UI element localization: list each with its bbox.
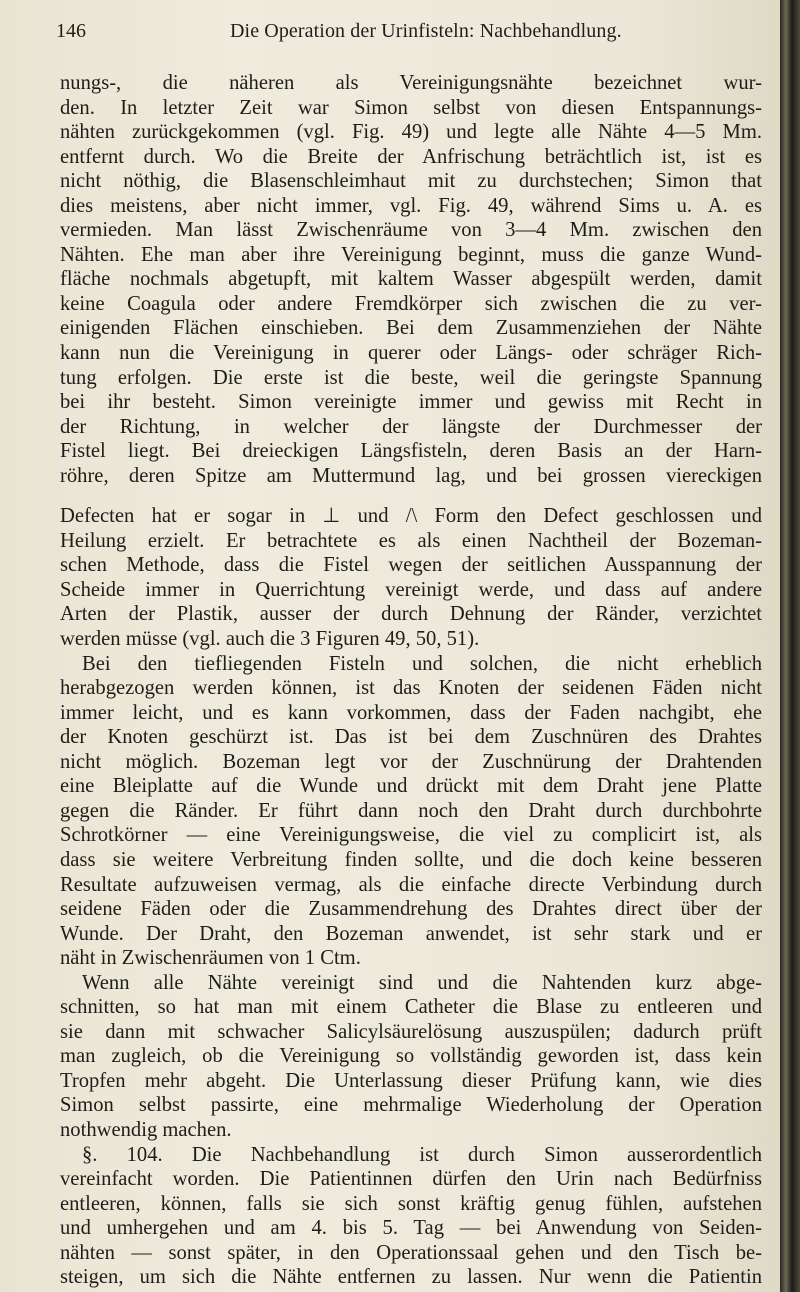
text-line: vereinfacht worden. Die Patientinnen dürfen den Urin nach Bedürfniss bbox=[60, 1168, 762, 1191]
text-line: werden müsse (vgl. auch die 3 Figuren 49, 50, 51). bbox=[60, 628, 480, 651]
text-line: fläche nochmals abgetupft, mit kaltem Wasser abgespült werden, damit bbox=[60, 268, 762, 291]
text-line: herabgezogen werden können, ist das Knoten der seidenen Fäden nicht bbox=[60, 677, 762, 700]
text-line: Nähten. Ehe man aber ihre Vereinigung beginnt, muss die ganze Wund- bbox=[60, 243, 762, 266]
text-line: Wunde. Der Draht, den Bozeman anwendet, ist sehr stark und er bbox=[60, 922, 762, 945]
text-line: den. In letzter Zeit war Simon selbst von diesen Entspannungs- bbox=[60, 96, 762, 119]
text-line: man zugleich, ob die Vereinigung so vollständig geworden ist, dass kein bbox=[60, 1045, 762, 1068]
text-line: Resultate aufzuweisen vermag, als die einfache directe Verbindung durch bbox=[60, 873, 762, 896]
text-line: Fistel liegt. Bei dreieckigen Längsfisteln, deren Basis an der Harn- bbox=[60, 440, 762, 463]
text-line: entfernt durch. Wo die Breite der Anfrischung beträchtlich ist, ist es bbox=[60, 145, 762, 168]
text-line: seidene Fäden oder die Zusammendrehung des Drahtes direct über der bbox=[60, 898, 762, 921]
page-header bbox=[56, 20, 746, 54]
paragraph-start-line: Bei den tiefliegenden Fisteln und solchen, die nicht erheblich bbox=[82, 652, 762, 675]
section-heading-line: §. 104. Die Nachbehandlung ist durch Simon ausserordentlich bbox=[82, 1143, 762, 1166]
symbol-spacer bbox=[60, 488, 762, 504]
paragraph-start-line: Wenn alle Nähte vereinigt sind und die Nahtenden kurz abge- bbox=[82, 971, 762, 994]
text-line: nothwendig machen. bbox=[60, 1118, 232, 1141]
text-line: bei ihr besteht. Simon vereinigte immer und gewiss mit Recht in bbox=[60, 391, 762, 414]
body-text bbox=[60, 71, 762, 1290]
text-line: Simon selbst passirte, eine mehrmalige Wiederholung der Operation bbox=[60, 1094, 762, 1117]
text-line: dass sie weitere Verbreitung finden sollte, und die doch keine besseren bbox=[60, 848, 762, 871]
text-line: Schrotkörner — eine Vereinigungsweise, die viel zu complicirt ist, als bbox=[60, 824, 762, 847]
text-line: schnitten, so hat man mit einem Catheter die Blase zu entleeren und bbox=[60, 996, 762, 1019]
text-line: Heilung erzielt. Er betrachtete es als einen Nachtheil der Bozeman- bbox=[60, 529, 762, 552]
text-line: Scheide immer in Querrichtung vereinigt werde, und dass auf andere bbox=[60, 578, 762, 601]
text-line: nicht möglich. Bozeman legt vor der Zuschnürung der Drahtenden bbox=[60, 750, 762, 773]
text-line: der Richtung, in welcher der längste der Durchmesser der bbox=[60, 415, 762, 438]
page-number: 146 bbox=[56, 20, 86, 42]
text-line: entleeren, können, falls sie sich sonst kräftig genug fühlen, aufstehen bbox=[60, 1192, 762, 1215]
text-line: Tropfen mehr abgeht. Die Unterlassung dieser Prüfung kann, wie dies bbox=[60, 1069, 762, 1092]
text-line: eine Bleiplatte auf die Wunde und drückt mit dem Draht jene Platte bbox=[60, 775, 762, 798]
running-title: Die Operation der Urinfisteln: Nachbehandlung. bbox=[230, 20, 622, 42]
text-line: keine Coagula oder andere Fremdkörper sich zwischen die zu ver- bbox=[60, 292, 762, 315]
text-line: kann nun die Vereinigung in querer oder Längs- oder schräger Rich- bbox=[60, 342, 762, 365]
text-line: der Knoten geschürzt ist. Das ist bei dem Zuschnüren des Drahtes bbox=[60, 726, 762, 749]
text-line: dies meistens, aber nicht immer, vgl. Fig. 49, während Sims u. A. es bbox=[60, 194, 762, 217]
text-line: und umhergehen und am 4. bis 5. Tag — bei Anwendung von Seiden- bbox=[60, 1217, 762, 1240]
text-line: einigenden Flächen einschieben. Bei dem Zusammenziehen der Nähte bbox=[60, 317, 762, 340]
text-line: steigen, um sich die Nähte entfernen zu lassen. Nur wenn die Patientin bbox=[60, 1266, 762, 1289]
text-line: nähten zurückgekommen (vgl. Fig. 49) und legte alle Nähte 4—5 Mm. bbox=[60, 121, 762, 144]
text-line: schen Methode, dass die Fistel wegen der seitlichen Ausspannung der bbox=[60, 554, 762, 577]
text-line: tung erfolgen. Die erste ist die beste, weil die geringste Spannung bbox=[60, 366, 762, 389]
text-line: röhre, deren Spitze am Muttermund lag, und bei grossen viereckigen bbox=[60, 464, 762, 487]
book-edge-shadow bbox=[780, 0, 800, 1292]
text-line: nicht nöthig, die Blasenschleimhaut mit zu durchstechen; Simon that bbox=[60, 170, 762, 193]
text-line: Defecten hat er sogar in ⊥ und /\ Form den Defect geschlossen und bbox=[60, 505, 762, 528]
text-line: Arten der Plastik, ausser der durch Dehnung der Ränder, verzichtet bbox=[60, 603, 762, 626]
text-line: immer leicht, und es kann vorkommen, dass der Faden nachgibt, ehe bbox=[60, 701, 762, 724]
text-line: gegen die Ränder. Er führt dann noch den Draht durch durchbohrte bbox=[60, 799, 762, 822]
text-line: nungs-, die näheren als Vereinigungsnähte bezeichnet wur- bbox=[60, 72, 762, 94]
text-line: sie dann mit schwacher Salicylsäurelösung auszuspülen; dadurch prüft bbox=[60, 1020, 762, 1043]
text-line: näht in Zwischenräumen von 1 Ctm. bbox=[60, 947, 361, 970]
text-line: nähten — sonst später, in den Operationssaal gehen und den Tisch be- bbox=[60, 1241, 762, 1264]
text-line: vermieden. Man lässt Zwischenräume von 3—4 Mm. zwischen den bbox=[60, 219, 762, 242]
